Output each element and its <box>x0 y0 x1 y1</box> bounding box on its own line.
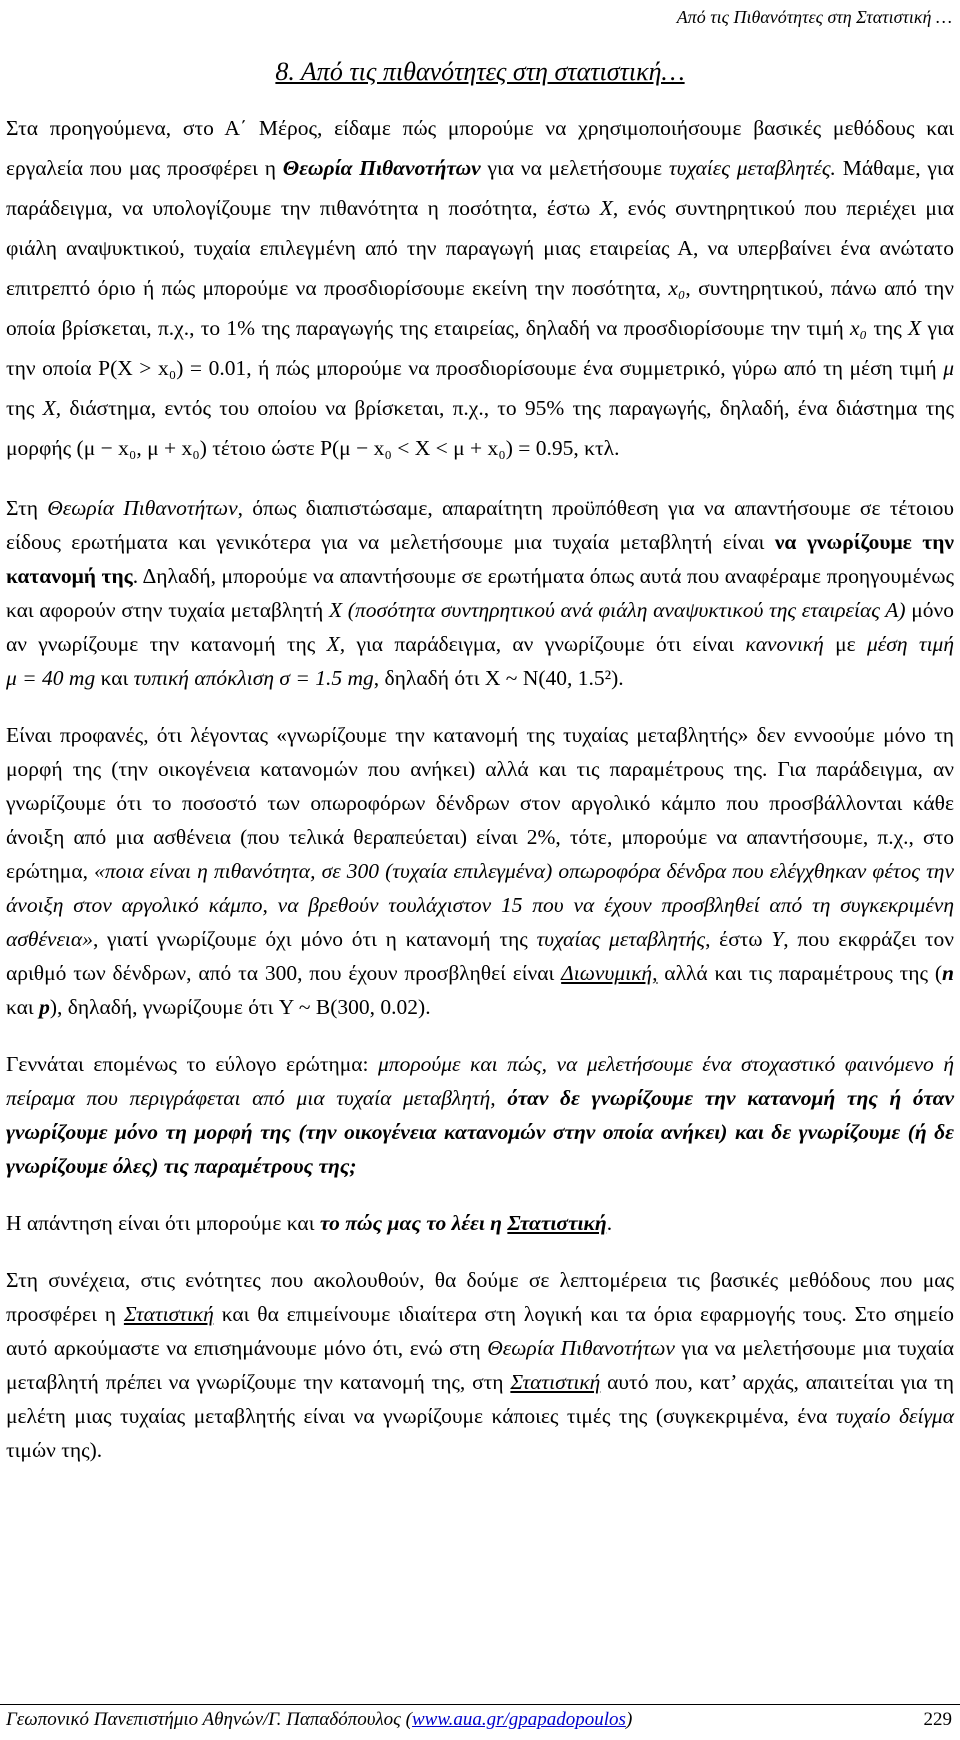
text: , κτλ. <box>573 436 620 460</box>
text: , που εκφράζει τον αριθμό των δένδρων, από τα 300, που έχουν προσβληθεί είναι <box>6 927 955 985</box>
text: και θα επιμείνουμε ιδιαίτερα στη λογική και τα όρια εφαρμογής τους. Στο σημείο αυτό αρκούμαστε να επισημάνουμε μόνο ότι, ενώ στη <box>6 1302 954 1360</box>
page-number: 229 <box>923 1709 952 1730</box>
text: . Δηλαδή, μπορούμε να απαντήσουμε σε ερωτήματα όπως αυτά που αναφέραμε προηγουμένως και αφορούν στην τυχαία μεταβλητή <box>6 564 954 622</box>
variable-text: X <box>908 316 922 340</box>
variable-text: p <box>39 995 50 1019</box>
footer-citation <box>6 1708 632 1732</box>
paragraph-3 <box>6 718 954 1024</box>
emphasis-text: Στατιστική <box>123 1302 214 1326</box>
variable-text: n <box>942 961 954 985</box>
text: , ενός συντηρητικού που περιέχει μια φιάλη αναψυκτικού, τυχαία επιλεγμένη από την παραγωγή μιας εταιρείας Α, να υπερβαίνει ένα ανώτατο επιτρεπτό όριο ή πώς μπορούμε να προσδιορίσουμε εκείνη την ποσότητα, <box>6 196 954 300</box>
bold-emphasis-text: το πώς μας το λέει η <box>319 1211 508 1235</box>
footer-text: ) <box>625 1709 633 1730</box>
text: Η απάντηση είναι ότι μπορούμε και <box>6 1211 320 1235</box>
text: και <box>95 666 134 690</box>
math-expression: μ <box>943 356 954 380</box>
emphasis-text: X (ποσότητα συντηρητικού ανά φιάλη αναψυκτικού της εταιρείας Α) <box>328 598 906 622</box>
text: αλλά και τις παραμέτρους της ( <box>657 961 943 985</box>
text: για να μελετήσουμε <box>480 156 669 180</box>
text: με <box>823 632 868 656</box>
text: Είναι προφανές, ότι λέγοντας «γνωρίζουμε την κατανομή της τυχαίας μεταβλητής» δεν εννοούμε μόνο τη μορφή της (την οικογένεια κατανομών που ανήκει) αλλά και τις παραμέτρους της. Για παράδειγμα, αν γνωρίζουμε ότι το ποσοστό των οπωροφόρων δένδρων στον αργολικό κάμπο που προσβάλλονται κάθε άνοιξη από μια ασθένεια (που τελικά θεραπεύεται) είναι 2%, τότε, μπορούμε να απαντήσουμε, π.χ., στο ερώτημα, <box>6 723 954 883</box>
text: . <box>606 1211 613 1235</box>
paragraph-5 <box>6 1206 954 1240</box>
variable-text: X <box>599 196 613 220</box>
page-footer <box>6 1708 952 1732</box>
emphasis-text: Θεωρία Πιθανοτήτων <box>487 1336 675 1360</box>
math-expression: x₀ <box>850 316 868 340</box>
emphasis-text: «ποια είναι η πιθανότητα, σε 300 (τυχαία επιλεγμένα) οπωροφόρα δένδρα που ελέγχθηκαν φέτος την άνοιξη στον αργολικό κάμπο, να βρεθούν τουλάχιστον 15 που να έχουν προσβληθεί από τη συγκεκριμένη ασθένεια» <box>6 859 954 951</box>
text: Μάθαμε, για παράδειγμα, να υπολογίζουμε την πιθανότητα η ποσότητα, έστω <box>6 156 954 220</box>
variable-text: Y <box>771 927 784 951</box>
math-expression: (μ − x₀, μ + x₀) <box>76 436 207 460</box>
bold-emphasis-text: όταν δε γνωρίζουμε την κατανομή της ή όταν γνωρίζουμε μόνο τη μορφή της (την οικογένεια κατανομών στην οποία ανήκει) και δε γνωρίζουμε (ή δε γνωρίζουμε όλες) τις παραμέτρους της; <box>6 1086 955 1178</box>
text: , δηλαδή ότι <box>373 666 485 690</box>
math-expression: σ = 1.5 mg <box>279 666 374 690</box>
paragraph-1 <box>6 108 954 468</box>
variable-text: X, <box>42 396 62 420</box>
emphasis-text: τυπική απόκλιση <box>133 666 275 690</box>
text: τιμών της). <box>6 1438 103 1462</box>
paragraph-6 <box>6 1263 954 1467</box>
emphasis-text: τυχαίας μεταβλητής <box>536 927 706 951</box>
text: για παράδειγμα, αν γνωρίζουμε ότι είναι <box>345 632 746 656</box>
math-expression: P(μ − x₀ < X < μ + x₀) = 0.95 <box>320 436 574 460</box>
emphasis-text: τυχαίο δείγμα <box>835 1404 954 1428</box>
bold-text: να γνωρίζουμε την κατανομή της <box>6 530 955 588</box>
emphasis-text: τυχαίες μεταβλητές. <box>668 156 836 180</box>
text: , ή πώς μπορούμε να προσδιορίσουμε ένα συμμετρικό, γύρω από τη μέση τιμή <box>246 356 944 380</box>
math-expression: x₀ <box>668 276 686 300</box>
text: Γεννάται επομένως το εύλογο ερώτημα: <box>6 1052 379 1076</box>
text: . <box>425 995 431 1019</box>
text: , συντηρητικού, πάνω από την οποία βρίσκεται, π.χ., το 1% της παραγωγής της εταιρείας, δηλαδή να προσδιορίσουμε την τιμή <box>6 276 954 340</box>
running-header: Από τις Πιθανότητες στη Στατιστική … <box>676 7 952 27</box>
text: , όπως διαπιστώσαμε, απαραίτητη προϋπόθεση για να απαντήσουμε σε τέτοιου είδους ερωτήματα και γενικότερα για να μελετήσουμε μια τυχαία μεταβλητή είναι <box>6 496 954 554</box>
text: για την οποία <box>6 316 954 380</box>
emphasis-text: Θεωρία Πιθανοτήτων <box>282 156 481 180</box>
text: , γιατί γνωρίζουμε όχι μόνο ότι η κατανομή της <box>92 927 537 951</box>
math-expression: μ = 40 mg <box>6 666 96 690</box>
footer-rule <box>0 1704 960 1705</box>
emphasis-text: μέση τιμή <box>867 632 955 656</box>
text: για να μελετήσουμε μια τυχαία μεταβλητή πρέπει να γνωρίζουμε την κατανομή της, στη <box>6 1336 954 1394</box>
math-expression: X ~ N(40, 1.5²) <box>484 666 619 690</box>
text: . <box>618 666 624 690</box>
text: αυτό που, κατ’ αρχάς, απαιτείται για τη μελέτη μιας τυχαίας μεταβλητής είναι να γνωρίζουμε κάποιες τιμές της (συγκεκριμένα, ένα <box>6 1370 955 1428</box>
text: και <box>6 995 40 1019</box>
emphasis-text: Στατιστική <box>510 1370 601 1394</box>
text: της <box>867 316 909 340</box>
emphasis-text: Διωνυμική, <box>561 961 658 985</box>
variable-text: X, <box>326 632 346 656</box>
bold-emphasis-text: Στατιστική <box>507 1211 607 1235</box>
text <box>496 1086 508 1110</box>
paragraph-4 <box>6 1047 954 1183</box>
emphasis-text: κανονική <box>745 632 824 656</box>
text: Στη συνέχεια, στις ενότητες που ακολουθούν, θα δούμε σε λεπτομέρεια τις βασικές μεθόδους που μας προσφέρει η <box>6 1268 954 1326</box>
document-body <box>6 108 954 1490</box>
footer-link[interactable]: www.aua.gr/gpapadopoulos <box>411 1709 626 1730</box>
text: διάστημα, εντός του οποίου να βρίσκεται, π.χ., το 95% της παραγωγής, δηλαδή, ένα διάστημα της μορφής <box>6 396 954 460</box>
text: Στα προηγούμενα, στο Α΄ Μέρος, είδαμε πώς μπορούμε να χρησιμοποιήσουμε βασικές μεθόδους και εργαλεία που μας προσφέρει η <box>6 116 954 180</box>
emphasis-text: μπορούμε και πώς, να μελετήσουμε ένα στοχαστικό φαινόμενο ή πείραμα που περιγράφεται από μια τυχαία μεταβλητή, <box>6 1052 954 1110</box>
math-expression: Y ~ B(300, 0.02) <box>278 995 426 1019</box>
text: ), δηλαδή, γνωρίζουμε ότι <box>49 995 279 1019</box>
emphasis-text: Θεωρία Πιθανοτήτων <box>47 496 238 520</box>
footer-text: Γεωπονικό Πανεπιστήμιο Αθηνών/Γ. Παπαδόπουλος ( <box>6 1709 412 1730</box>
text: τέτοιο ώστε <box>206 436 321 460</box>
text: Στη <box>6 496 48 520</box>
paragraph-2 <box>6 491 954 695</box>
math-expression: P(X > x₀) = 0.01 <box>98 356 247 380</box>
text: μόνο αν γνωρίζουμε την κατανομή της <box>6 598 955 656</box>
text: , έστω <box>705 927 772 951</box>
text: της <box>6 396 43 420</box>
section-title: 8. Από τις πιθανότητες στη στατιστική… <box>275 57 685 86</box>
